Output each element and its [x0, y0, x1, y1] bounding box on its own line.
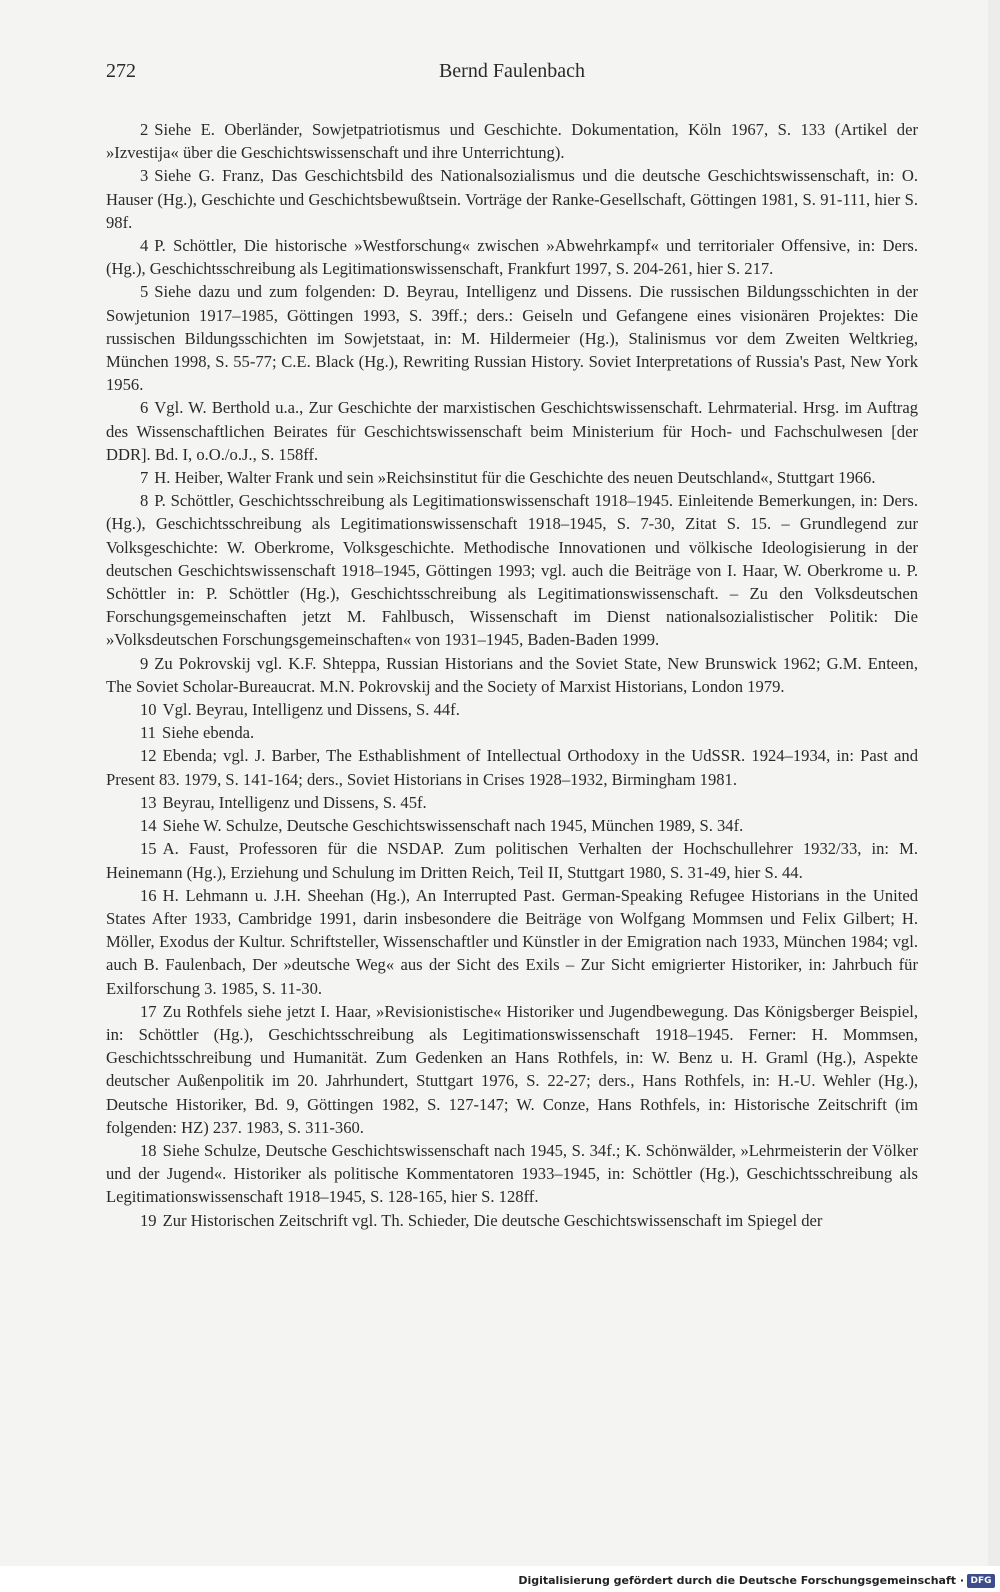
footnote — [106, 280, 918, 396]
footnote — [106, 164, 918, 234]
footnote — [106, 652, 918, 698]
footnote-text: Zu Rothfels siehe jetzt I. Haar, »Revisionistische« Historiker und Jugendbewegung. Das Königsberger Beispiel, in: Schöttler (Hg.), Geschichtsschreibung als Legitimationswissenschaft 1918–1945. Ferner: H. Mommsen, Geschichtsschreibung und Humanität. Zum Gedenken an Hans Rothfels, in: W. Benz u. H. Graml (Hg.), Aspekte deutscher Außenpolitik im 20. Jahrhundert, Stuttgart 1976, S. 22-27; ders., Hans Rothfels, in: H.-U. Wehler (Hg.), Deutsche Historiker, Bd. 9, Göttingen 1982, S. 127-147; W. Conze, Hans Rothfels, in: Historische Zeitschrift (im folgenden: HZ) 237. 1983, S. 311-360. — [106, 1001, 918, 1137]
footnote-number: 11 — [140, 723, 156, 743]
footnote-number: 16 — [140, 885, 157, 905]
footnote-text: Siehe E. Oberländer, Sowjetpatriotismus und Geschichte. Dokumentation, Köln 1967, S. 133 (Artikel der »Izvestija« über die Geschichtswissenschaft und ihre Unterrichtung). — [106, 120, 918, 163]
footnote — [106, 721, 918, 744]
footnote-number: 13 — [140, 792, 157, 812]
digitization-footer — [0, 1566, 1000, 1592]
footnote — [106, 396, 918, 466]
footnote — [106, 814, 918, 837]
footnote-number: 2 — [140, 120, 149, 139]
footnote-text: Siehe W. Schulze, Deutsche Geschichtswissenschaft nach 1945, München 1989, S. 34f. — [162, 816, 744, 836]
footnote-number: 9 — [140, 653, 149, 673]
footnote-number: 12 — [140, 746, 157, 766]
footnote-text: Siehe ebenda. — [161, 723, 255, 743]
footer-credit: Digitalisierung gefördert durch die Deutsche Forschungsgemeinschaft · — [518, 1574, 964, 1587]
footnote-number: 18 — [140, 1140, 157, 1160]
dfg-logo: DFG — [967, 1574, 995, 1588]
running-head: Bernd Faulenbach — [438, 60, 586, 82]
footnote-text: P. Schöttler, Geschichtsschreibung als Legitimationswissenschaft 1918–1945. Einleitende Bemerkungen, in: Ders. (Hg.), Geschichtsschreibung als Legitimationswissenschaft 1918–1945, S. 7-30, Zitat S. 15. – Grundlegend zur Volksgeschichte: W. Oberkrome, Volksgeschichte. Methodische Innovationen und völkische Ideologisierung in der deutschen Geschichtswissenschaft 1918–1945, Göttingen 1993; vgl. auch die Beiträge von I. Haar, W. Oberkrome u. P. Schöttler in: P. Schöttler (Hg.), Geschichtsschreibung als Legitimationswissenschaft. – Zu den Volksdeutschen Forschungsgemeinschaften jetzt M. Fahlbusch, Wissenschaft im Dienst nationalsozialistischer Politik: Die »Volksdeutschen Forschungsgemeinschaften« von 1931–1945, Baden-Baden 1999. — [106, 491, 918, 650]
page-number: 272 — [106, 60, 136, 82]
footnote-text: Vgl. Beyrau, Intelligenz und Dissens, S. 44f. — [162, 700, 460, 720]
footnote-text: H. Heiber, Walter Frank und sein »Reichsinstitut für die Geschichte des neuen Deutschland«, Stuttgart 1966. — [154, 468, 876, 488]
footnote-text: Ebenda; vgl. J. Barber, The Esthablishment of Intellectual Orthodoxy in the UdSSR. 1924–1934, in: Past and Present 83. 1979, S. 141-164; ders., Soviet Historians in Crises 1928–1932, Birmingham 1981. — [106, 746, 918, 789]
footnote-text: P. Schöttler, Die historische »Westforschung« zwischen »Abwehrkampf« und territorialer Offensive, in: Ders. (Hg.), Geschichtsschreibung als Legitimationswissenschaft, Frankfurt 1997, S. 204-261, hier S. 217. — [106, 236, 918, 279]
footnotes — [106, 118, 918, 1232]
footnote-number: 19 — [140, 1210, 157, 1230]
footnote — [106, 118, 918, 164]
footnote-text: Siehe Schulze, Deutsche Geschichtswissenschaft nach 1945, S. 34f.; K. Schönwälder, »Lehrmeisterin der Völker und der Jugend«. Historiker als politische Kommentatoren 1933–1945, in: Schöttler (Hg.), Geschichtsschreibung als Legitimationswissenschaft 1918–1945, S. 128-165, hier S. 128ff. — [106, 1140, 918, 1207]
footnote-number: 7 — [140, 468, 149, 488]
footnote — [106, 1139, 918, 1209]
footnote-number: 3 — [140, 166, 149, 186]
footnote-text: Beyrau, Intelligenz und Dissens, S. 45f. — [162, 792, 427, 812]
footnote — [106, 744, 918, 790]
footnote-number: 14 — [140, 816, 157, 836]
footnote — [106, 884, 918, 1000]
footnote-number: 10 — [140, 700, 157, 720]
page-header — [106, 60, 918, 90]
footnote-text: Zu Pokrovskij vgl. K.F. Shteppa, Russian Historians and the Soviet State, New Brunswick 1962; G.M. Enteen, The Soviet Scholar-Bureaucrat. M.N. Pokrovskij and the Society of Marxist Historians, London 1979. — [106, 653, 918, 696]
footnote-number: 4 — [140, 236, 149, 256]
footnote-text: Vgl. W. Berthold u.a., Zur Geschichte der marxistischen Geschichtswissenschaft. Lehrmaterial. Hrsg. im Auftrag des Wissenschaftlichen Beirates für Geschichtswissenschaft beim Ministerium für Hoch- und Fachschulwesen [der DDR]. Bd. I, o.O./o.J., S. 158ff. — [106, 398, 918, 464]
footnote-text: A. Faust, Professoren für die NSDAP. Zum politischen Verhalten der Hochschullehrer 1932/33, in: M. Heinemann (Hg.), Erziehung und Schulung im Dritten Reich, Teil II, Stuttgart 1980, S. 31-49, hier S. 44. — [106, 839, 918, 882]
footnote — [106, 837, 918, 883]
footnote-text: Zur Historischen Zeitschrift vgl. Th. Schieder, Die deutsche Geschichtswissenschaft im Spiegel der — [162, 1210, 823, 1230]
footnote-number: 6 — [140, 398, 149, 418]
footnote-text: Siehe G. Franz, Das Geschichtsbild des Nationalsozialismus und die deutsche Geschichtswissenschaft, in: O. Hauser (Hg.), Geschichte und Geschichtsbewußtsein. Vorträge der Ranke-Gesellschaft, Göttingen 1981, S. 91-111, hier S. 98f. — [106, 166, 918, 232]
footnote-text: Siehe dazu und zum folgenden: D. Beyrau, Intelligenz und Dissens. Die russischen Bildungsschichten in der Sowjetunion 1917–1985, Göttingen 1993, S. 39ff.; ders.: Geiseln und Gefangene eines visionären Projektes: Die russischen Bildungsschichten im Sowjetstaat, in: M. Hildermeier (Hg.), Stalinismus vor dem Zweiten Weltkrieg, München 1998, S. 55-77; C.E. Black (Hg.), Rewriting Russian History. Soviet Interpretations of Russia's Past, New York 1956. — [106, 282, 918, 395]
footnote-number: 8 — [140, 491, 149, 511]
footnote — [106, 698, 918, 721]
footnote — [106, 1209, 918, 1232]
footnote — [106, 489, 918, 651]
footnote-number: 5 — [140, 282, 149, 302]
footnote-number: 17 — [140, 1001, 157, 1021]
footnote-text: H. Lehmann u. J.H. Sheehan (Hg.), An Interrupted Past. German-Speaking Refugee Historians in the United States After 1933, Cambridge 1991, darin insbesondere die Beiträge von Wolfgang Mommsen und Felix Gilbert; H. Möller, Exodus der Kultur. Schriftsteller, Wissenschaftler und Künstler in der Emigration nach 1933, München 1984; vgl. auch B. Faulenbach, Der »deutsche Weg« aus der Sicht des Exils – Zur Sicht emigrierter Historiker, in: Jahrbuch für Exilforschung 3. 1985, S. 11-30. — [106, 885, 918, 998]
footnote — [106, 1000, 918, 1139]
footnote — [106, 234, 918, 280]
footnote — [106, 466, 918, 489]
footnote — [106, 791, 918, 814]
footnote-number: 15 — [140, 839, 157, 859]
